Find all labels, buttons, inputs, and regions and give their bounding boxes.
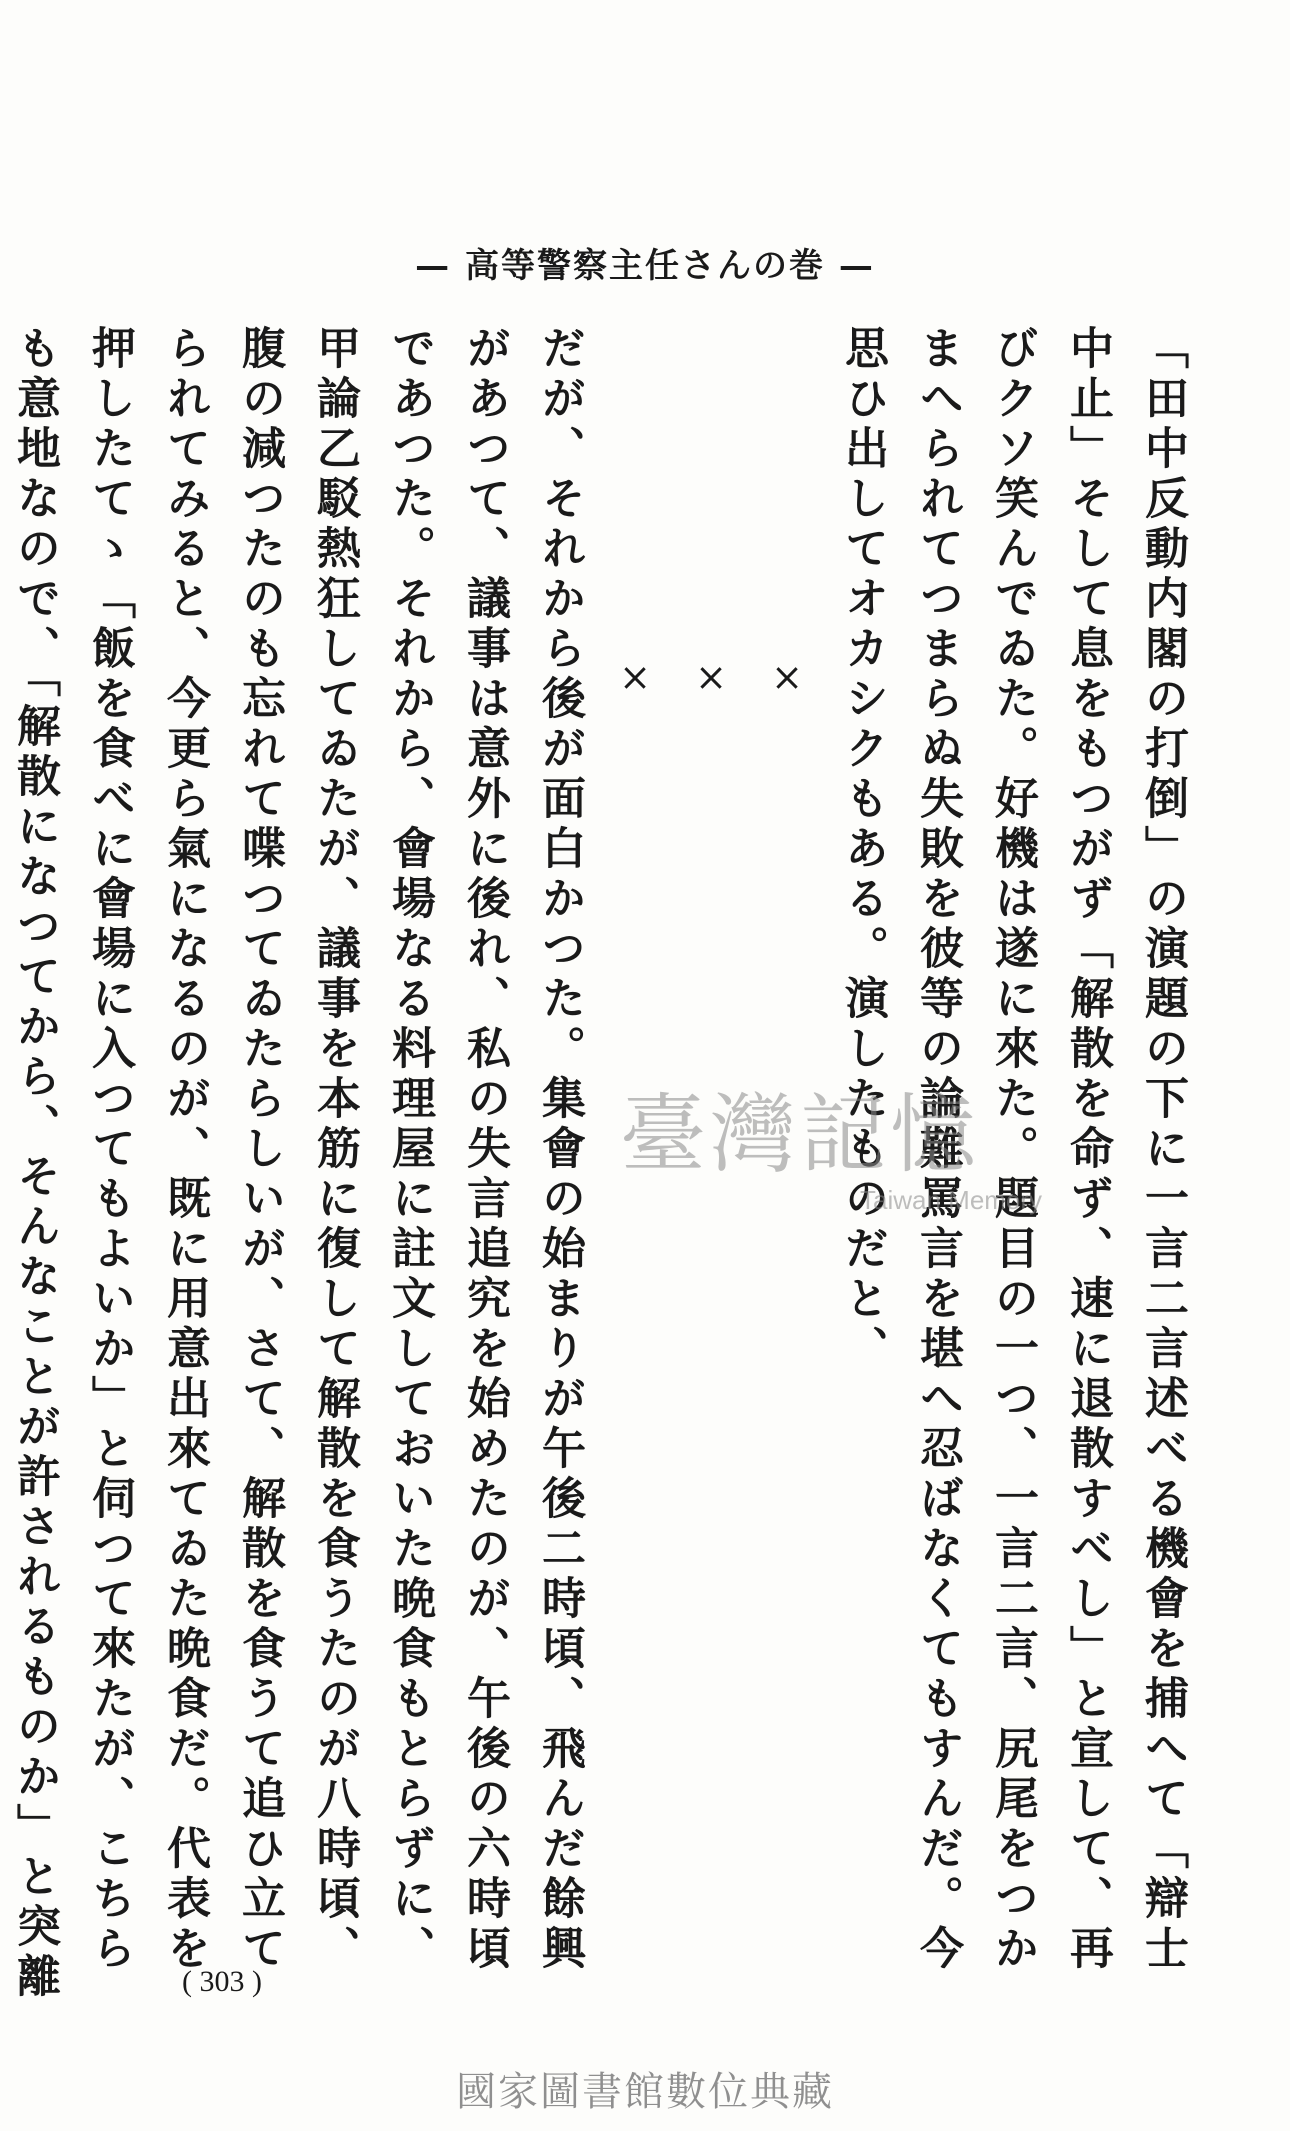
scene-break-mark: × xyxy=(765,655,809,705)
paragraph-1: 「田中反動内閣の打倒」の演題の下に一言二言述べる機會を捕へて「辯士中止」そして息をもつがず「解散を命ず、速に退散すべし」と宣して、再びクソ笑んでゐた。好機は遂に來た。題目の一つ、一言二言、尻尾をつかまへられてつまらぬ失敗を彼等の論難罵言を堪へ忍ばなくてもすんだ。今思ひ出してオカシクもある。演したものだと、 xyxy=(837,325,1188,1975)
scene-break-mark: × xyxy=(689,655,733,705)
running-header: — 高等警察主任さんの巻 — xyxy=(415,246,875,286)
watermark-english: Taiwan Memory xyxy=(860,1185,1043,1215)
vertical-text-body xyxy=(9,325,1200,2005)
library-footer: 國家圖書館數位典藏 xyxy=(456,2069,834,2115)
page-number: ( 303 ) xyxy=(182,1965,262,1998)
paragraph-2: だが、それから後が面白かつた。集會の始まりが午後二時頃、飛んだ餘興があつて、議事は意外に後れ、私の失言追究を始めたのが、午後の六時頃であつた。それから、會場なる料理屋に註文しておいた晩食もとらずに、甲論乙駁熱狂してゐたが、議事を本筋に復して解散を食うたのが八時頃、腹の減つたのも忘れて喋つてゐたらしいが、さて、解散を食うて追ひ立てられてみると、今更ら氣になるのが、既に用意出來てゐた晩食だ。代表を押したてゝ「飯を食べに會場に入つてもよいか」と伺つて來たが、こちらも意地なので、「解散になつてから、そんなことが許されるものか」と突離 xyxy=(9,325,585,2003)
scene-break xyxy=(597,325,825,2005)
scene-break-mark: × xyxy=(613,655,657,705)
watermark-chinese: 臺灣記憶 xyxy=(620,1085,980,1185)
